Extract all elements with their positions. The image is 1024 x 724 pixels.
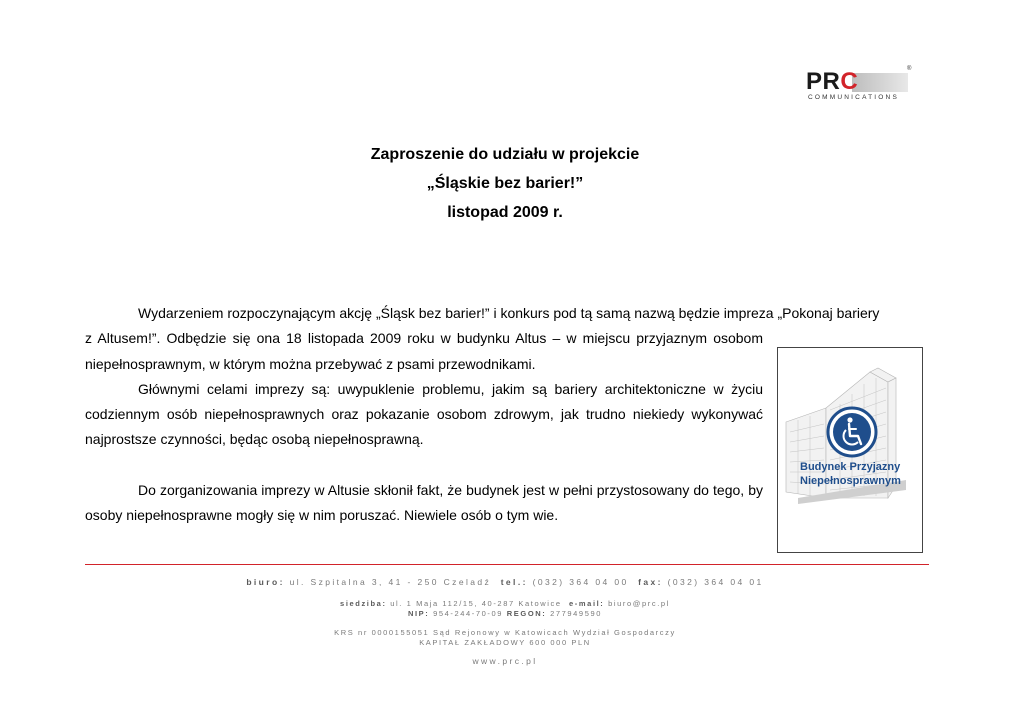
footer-email: biuro@prc.pl (608, 599, 670, 608)
paragraph-3: Do zorganizowania imprezy w Altusie skłonił fakt, że budynek jest w pełni przystosowany do tego, by osoby niepełnosprawne mogły się w nim poruszać. Niewiele osób o tym wie. (85, 481, 763, 524)
company-logo (806, 66, 914, 106)
logo-subtitle: COMMUNICATIONS (808, 94, 899, 101)
footer-tax-line: NIP: 954-244-70-09 REGON: 277949590 (407, 609, 603, 618)
paragraph-1-first-line: Wydarzeniem rozpoczynającym akcję „Śląsk bez barier!” i konkurs pod tą samą nazwą będzie impreza „Pokonaj bariery (138, 305, 880, 321)
paragraph-1-rest: z Altusem!”. Odbędzie się ona 18 listopada 2009 roku w budynku Altus – w miejscu przyjaznym osobom niepełnosprawnym, w którym można przebywać z psami przewodnikami. (85, 330, 763, 372)
footer-krs-line: KRS nr 0000155051 Sąd Rejonowy w Katowicach Wydział Gospodarczy (334, 628, 676, 637)
footer-contact-line: biuro: ul. Szpitalna 3, 41 - 250 Czeladź tel.: (032) 364 04 00 fax: (032) 364 04 01 (246, 577, 764, 587)
accessible-building-image (777, 347, 923, 553)
document-title (0, 140, 1010, 227)
title-line-1: Zaproszenie do udziału w projekcie (370, 146, 640, 163)
footer-capital-line: KAPITAŁ ZAKŁADOWY 600 000 PLN (419, 638, 591, 647)
footer-seat-line: siedziba: ul. 1 Maja 112/15, 40-287 Katowice e-mail: biuro@prc.pl (340, 599, 670, 608)
logo-gray-bar (852, 73, 908, 92)
title-line-3: listopad 2009 r. (447, 204, 563, 221)
building-illustration (778, 348, 922, 552)
footer-website: www.prc.pl (472, 656, 538, 666)
registered-mark: ® (907, 66, 912, 72)
footer-divider (85, 564, 929, 565)
title-line-2: „Śląskie bez barier!” (426, 175, 584, 192)
logo-letters: PRC (806, 68, 859, 95)
paragraph-2: Głównymi celami imprezy są: uwypuklenie problemu, jakim są bariery architektoniczne w życiu codziennym osób niepełnosprawnych oraz pokazanie osobom zdrowym, jak trudno niekiedy wykonywać najprostsze czynności, będąc osobą niepełnosprawną. (85, 380, 763, 448)
wheelchair-icon (828, 408, 876, 456)
figure-caption: Budynek Przyjazny Niepełnosprawnym (800, 461, 901, 487)
